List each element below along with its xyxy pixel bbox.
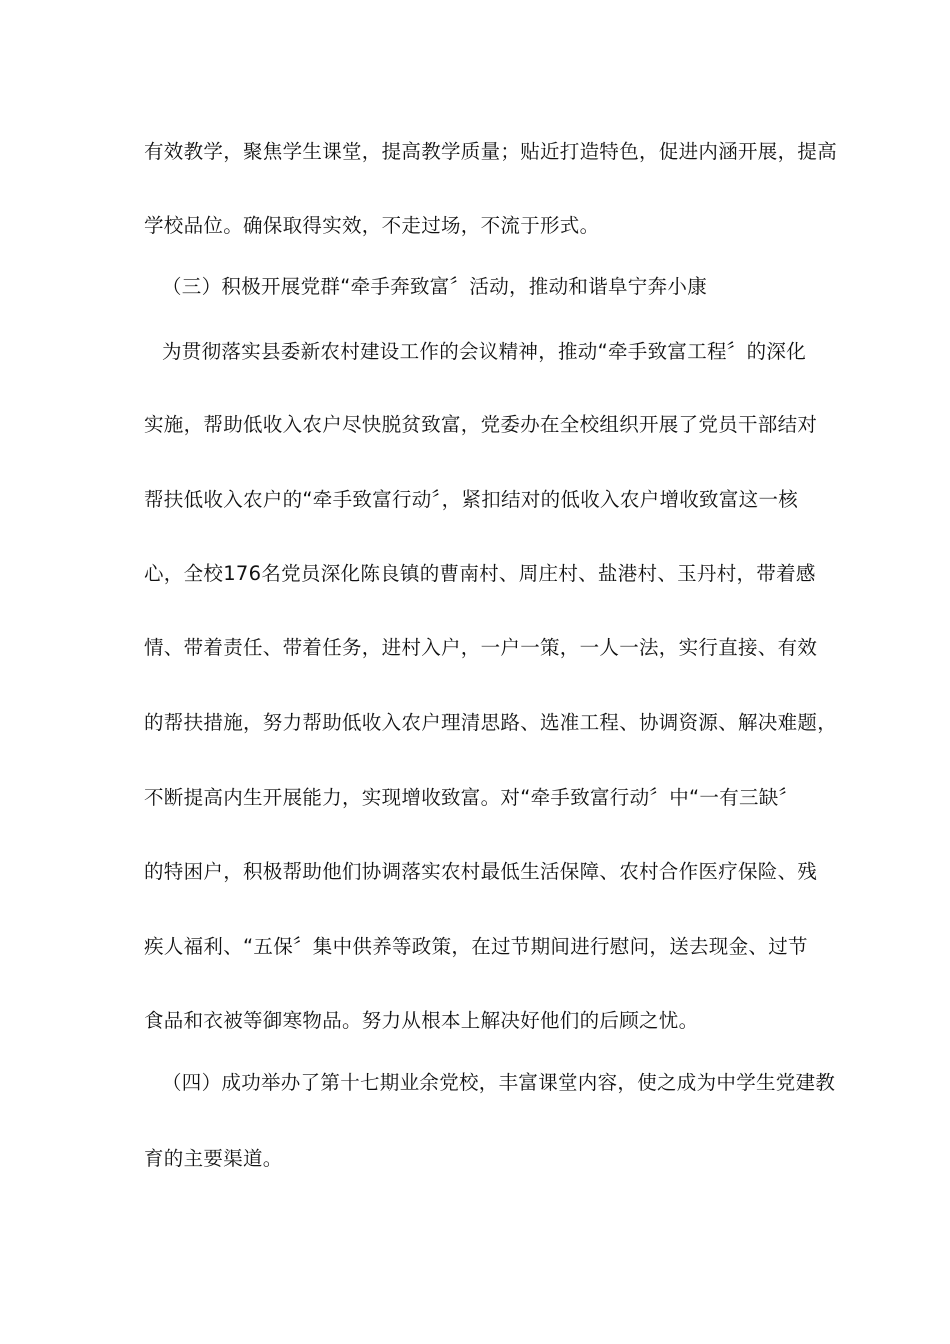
body-text-line: 育的主要渠道。 xyxy=(144,1147,283,1170)
body-text-line: 学校品位。确保取得实效，不走过场，不流于形式。 xyxy=(144,214,600,237)
body-text-line: 帮扶低收入农户的“牵手致富行动〞，紧扣结对的低收入农户增收致富这一核 xyxy=(144,488,799,511)
body-text-line: 实施，帮助低收入农户尽快脱贫致富，党委办在全校组织开展了党员干部结对 xyxy=(144,413,818,436)
section-heading-4: （四）成功举办了第十七期业余党校，丰富课堂内容，使之成为中学生党建教 xyxy=(162,1071,836,1094)
body-text-line: 食品和衣被等御寒物品。努力从根本上解决好他们的后顾之忧。 xyxy=(144,1009,699,1032)
body-text-line: 疾人福利、“五保〞集中供养等政策，在过节期间进行慰问，送去现金、过节 xyxy=(144,935,808,958)
body-text-line: 情、带着责任、带着任务，进村入户，一户一策，一人一法，实行直接、有效 xyxy=(144,636,818,659)
section-heading-3: （三）积极开展党群“牵手奔致富〞活动，推动和谐阜宁奔小康 xyxy=(162,275,708,298)
body-text-line: 的帮扶措施，努力帮助低收入农户理清思路、选准工程、协调资源、解决难题， xyxy=(144,711,838,734)
body-text-line: 不断提高内生开展能力，实现增收致富。对“牵手致富行动〞中“一有三缺〞 xyxy=(144,786,799,809)
body-text-line: 的特困户，积极帮助他们协调落实农村最低生活保障、农村合作医疗保险、残 xyxy=(144,860,818,883)
body-text-line: 心，全校176名党员深化陈良镇的曹南村、周庄村、盐港村、玉丹村，带着感 xyxy=(144,562,816,585)
body-text-line: 为贯彻落实县委新农村建设工作的会议精神，推动“牵手致富工程〞的深化 xyxy=(162,340,807,363)
body-text-line: 有效教学，聚焦学生课堂，提高教学质量；贴近打造特色，促进内涵开展，提高 xyxy=(144,140,838,163)
